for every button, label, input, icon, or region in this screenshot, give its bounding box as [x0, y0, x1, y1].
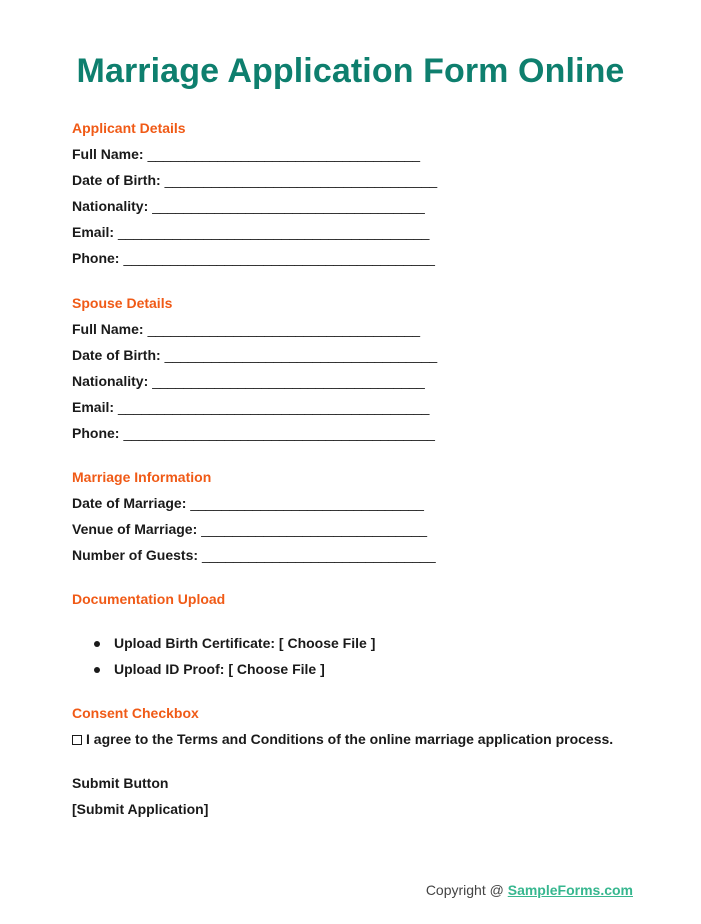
number-of-guests-field[interactable] — [72, 546, 436, 564]
bullet-icon — [94, 641, 100, 647]
applicant-details-section — [72, 119, 437, 275]
marriage-information-section — [72, 468, 436, 572]
applicant-date-of-birth-field[interactable] — [72, 171, 437, 189]
page-title: Marriage Application Form Online — [76, 52, 625, 90]
submit-application-button[interactable]: [Submit Application] — [72, 801, 209, 817]
field-blank-line[interactable]: ___________________________________ — [147, 321, 421, 337]
checkbox-icon[interactable] — [72, 735, 82, 745]
field-blank-line[interactable]: ________________________________________ — [123, 250, 435, 266]
field-label: Full Name: — [72, 146, 144, 162]
field-label: Date of Birth: — [72, 172, 161, 188]
field-blank-line[interactable]: _____________________________ — [201, 521, 428, 537]
spouse-full-name-field[interactable] — [72, 320, 437, 338]
field-label: Date of Birth: — [72, 347, 161, 363]
field-blank-line[interactable]: ________________________________________ — [118, 224, 430, 240]
field-label: Email: — [72, 224, 115, 240]
documentation-upload-section — [72, 590, 375, 686]
field-label: Number of Guests: — [72, 547, 199, 563]
field-label: Phone: — [72, 250, 120, 266]
spouse-details-heading: Spouse Details — [72, 295, 173, 311]
field-blank-line[interactable]: ______________________________ — [202, 547, 436, 563]
copyright-footer — [426, 882, 633, 898]
upload-birth-certificate-label[interactable]: Upload Birth Certificate: [ Choose File ] — [114, 635, 376, 651]
submit-section — [72, 774, 208, 826]
copyright-prefix: Copyright @ — [425, 882, 508, 898]
consent-checkbox-heading: Consent Checkbox — [72, 705, 199, 721]
applicant-phone-field[interactable] — [72, 249, 437, 267]
field-blank-line[interactable]: ___________________________________ — [164, 172, 438, 188]
upload-id-proof-label[interactable]: Upload ID Proof: [ Choose File ] — [114, 661, 325, 677]
spouse-nationality-field[interactable] — [72, 372, 437, 390]
spouse-phone-field[interactable] — [72, 424, 437, 442]
field-label: Nationality: — [72, 373, 149, 389]
date-of-marriage-field[interactable] — [72, 494, 436, 512]
field-label: Date of Marriage: — [72, 495, 187, 511]
applicant-full-name-field[interactable] — [72, 145, 437, 163]
field-label: Full Name: — [72, 321, 144, 337]
upload-id-proof-item[interactable] — [72, 660, 375, 678]
applicant-details-heading: Applicant Details — [72, 120, 186, 136]
bullet-icon — [94, 667, 100, 673]
field-blank-line[interactable]: ___________________________________ — [164, 347, 438, 363]
spouse-email-field[interactable] — [72, 398, 437, 416]
field-blank-line[interactable]: ___________________________________ — [152, 198, 425, 214]
spouse-date-of-birth-field[interactable] — [72, 346, 437, 364]
field-label: Phone: — [72, 425, 120, 441]
upload-birth-certificate-item[interactable] — [72, 634, 375, 652]
applicant-nationality-field[interactable] — [72, 197, 437, 215]
spouse-details-section — [72, 294, 437, 450]
field-blank-line[interactable]: ________________________________________ — [118, 399, 430, 415]
consent-checkbox-row[interactable] — [72, 730, 613, 748]
field-blank-line[interactable]: ___________________________________ — [147, 146, 421, 162]
field-blank-line[interactable]: ______________________________ — [190, 495, 424, 511]
applicant-email-field[interactable] — [72, 223, 437, 241]
consent-text: I agree to the Terms and Conditions of the online marriage application process. — [86, 731, 614, 747]
field-blank-line[interactable]: ________________________________________ — [123, 425, 435, 441]
marriage-information-heading: Marriage Information — [72, 469, 212, 485]
consent-checkbox-section — [72, 704, 613, 756]
upload-list — [72, 634, 375, 678]
field-blank-line[interactable]: ___________________________________ — [152, 373, 425, 389]
field-label: Email: — [72, 399, 115, 415]
field-label: Venue of Marriage: — [72, 521, 198, 537]
documentation-upload-heading: Documentation Upload — [72, 591, 226, 607]
venue-of-marriage-field[interactable] — [72, 520, 436, 538]
submit-heading: Submit Button — [72, 775, 169, 791]
field-label: Nationality: — [72, 198, 149, 214]
sampleforms-link[interactable]: SampleForms.com — [507, 882, 633, 898]
